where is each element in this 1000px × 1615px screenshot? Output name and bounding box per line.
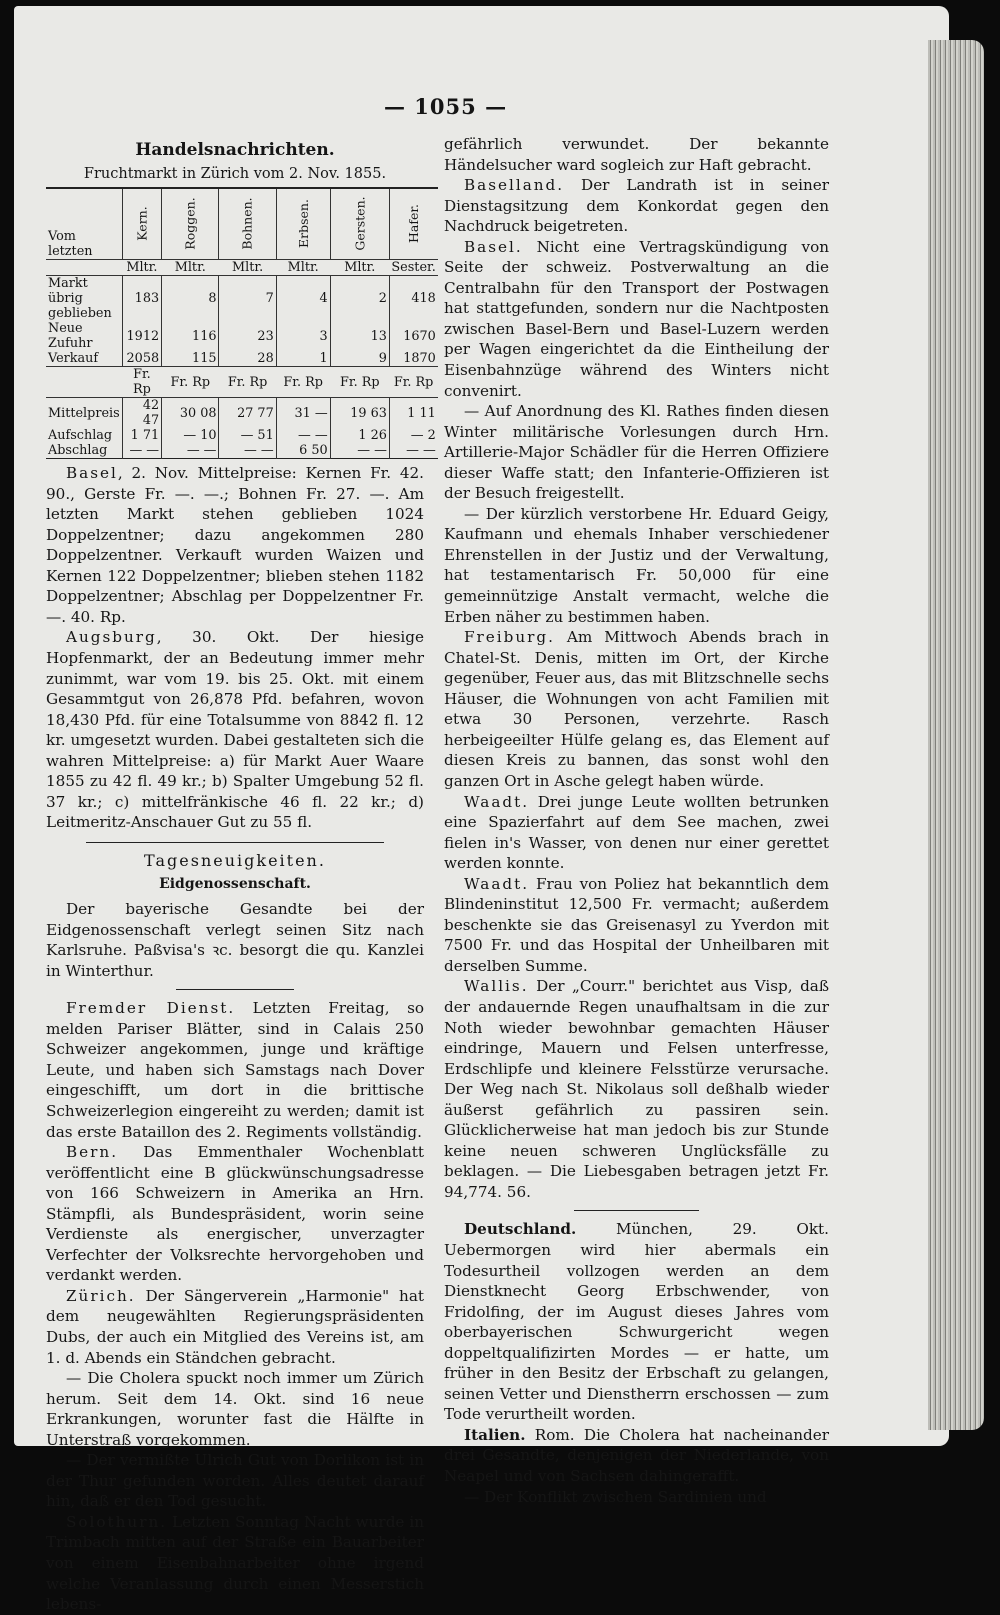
unit-cell: Mltr. <box>162 260 219 276</box>
newspaper-page <box>14 6 949 1614</box>
grain-header-text: Kern. <box>134 206 150 241</box>
unit-cell: Mltr. <box>330 260 389 276</box>
dateline: Baselland. <box>464 176 565 195</box>
dateline: Zürich. <box>66 1286 136 1305</box>
table-cell: — 51 <box>219 428 276 443</box>
article-text: , 30. Okt. Der hiesige Hopfenmarkt, der an Bedeutung immer mehr zunimmt, war vom 19. bis 25. Okt. mit einem Gesammtgut von 26,878 Pfd. befahren, wovon 18,430 Pfd. für eine Totalsumme von 8842 fl. 12 kr. umgesetzt wurden. Dabei gestalteten sich die wahren Mittelpreise: a) für Markt Auer Waare 1855 zu 42 fl. 49 kr.; b) Spalter Umgebung 52 fl. 37 kr.; c) mittelfränkische 46 fl. 22 kr.; d) Leitmeritz-Anschauer Gut zu 55 fl. <box>46 628 424 832</box>
dateline: Solothurn. <box>66 1512 168 1531</box>
grain-header-text: Hafer. <box>406 204 422 244</box>
table-cell: 3 <box>276 321 330 351</box>
table-cell: 1 11 <box>389 398 437 429</box>
article-freiburg <box>444 627 829 791</box>
grain-header-text: Erbsen. <box>295 199 311 249</box>
dateline: Freiburg. <box>464 628 555 647</box>
article-text: Am Mittwoch Abends brach in Chatel-St. Denis, mitten im Ort, der Kirche gegenüber, Feuer aus, das mit Blitzschnelle sechs Häuser, die Wohnungen von acht Familien mit etwa 30 Personen, verzehrte. Rasch herbeigeeilter Hülfe gelang es, das Element auf diesen Kreis zu bannen, das sonst wohl den ganzen Ort in Asche gelegt haben würde. <box>444 628 829 790</box>
table-cell: 1 71 <box>122 428 161 443</box>
unit-row-label <box>46 260 122 276</box>
table-cell: 6 50 <box>276 443 330 459</box>
dateline: Waadt. <box>464 874 530 893</box>
article-ulrich: — Der vermißte Ulrich Gut von Dorlikon ist in der Thur gefunden worden. Alles deutet darauf hin, daß er den Tod gesucht. <box>46 1451 424 1511</box>
table-cell: — — <box>162 443 219 459</box>
article-italien <box>444 1425 829 1487</box>
article-basel-post <box>444 237 829 401</box>
unit-row <box>46 260 438 276</box>
table-row <box>46 443 438 459</box>
table-cell: 19 63 <box>330 398 389 429</box>
left-column <box>46 134 436 1615</box>
dateline: Augsburg <box>66 628 157 647</box>
article-deutschland <box>444 1219 829 1424</box>
article-text: Der „Courr." berichtet aus Visp, daß der andauernde Regen unaufhaltsam in die zur Noth wieder bewohnbar gemachten Häuser eindringe, Mauern und Felsen unterfresse, Erdschlipfe und kleinere Felsstürze verursache. Der Weg nach St. Nikolaus soll deßhalb wieder äußerst gefährlich zu passiren sein. Glücklicherweise hat man jedoch bis zur Stunde keine neuen schweren Unglücksfälle zu beklagen. — Die Liebesgaben betragen jetzt Fr. 94,774. 56. <box>444 977 829 1201</box>
article-geigy: — Der kürzlich verstorbene Hr. Eduard Geigy, Kaufmann und ehemals Inhaber verschiedener Ehrenstellen in der Justiz und der Verwaltung, hat testamentarisch Fr. 50,000 für eine gemeinnützige Anstalt vermacht, welche die Erben näher zu bestimmen haben. <box>444 504 829 626</box>
unit-cell: Fr. Rp <box>330 367 389 398</box>
dateline: Waadt. <box>464 792 530 811</box>
dateline: Wallis. <box>464 977 529 996</box>
section-title-handelsnachrichten: Handelsnachrichten. <box>135 140 335 160</box>
unit-cell: Fr. Rp <box>122 367 161 398</box>
article-waadt-see <box>444 792 829 874</box>
section-title-tagesneuigkeiten: Tagesneuigkeiten. <box>144 850 326 870</box>
table-row <box>46 428 438 443</box>
grain-header-text: Gersten. <box>352 196 368 251</box>
fruchtmarkt-title: Fruchtmarkt in Zürich vom 2. Nov. 1855. <box>83 165 387 182</box>
article-basel-market <box>46 463 424 627</box>
table-cell: 1670 <box>389 321 437 351</box>
unit-cell: Mltr. <box>219 260 276 276</box>
grain-header <box>330 188 389 260</box>
article-konflikt: — Der Konflikt zwischen Sardinien und <box>464 1487 767 1506</box>
table-row <box>46 321 438 351</box>
table-row <box>46 276 438 322</box>
article-baselland <box>444 175 829 237</box>
table-cell: 1870 <box>389 351 437 367</box>
table-cell: — 10 <box>162 428 219 443</box>
table-cell: 1 26 <box>330 428 389 443</box>
table-cell: 183 <box>122 276 161 322</box>
subsection-title-eidgenossenschaft: Eidgenossenschaft. <box>159 876 311 893</box>
article-fremder-dienst <box>46 998 424 1142</box>
grain-header <box>276 188 330 260</box>
grain-header-text: Bohnen. <box>240 197 256 250</box>
unit-cell: Fr. Rp <box>389 367 437 398</box>
table-row <box>46 398 438 429</box>
article-zuerich <box>46 1286 424 1368</box>
country-heading: Italien. <box>464 1425 526 1444</box>
article-text: Frau von Poliez hat bekanntlich dem Blindeninstitut 12,500 Fr. vermacht; außerdem beschenkte sie das Greisenasyl zu Yverdon mit 7500 Fr. und das Hospital der Unheilbaren mit derselben Summe. <box>444 874 829 975</box>
grain-header-text: Roggen. <box>182 197 198 250</box>
article-continuation: gefährlich verwundet. Der bekannte Händelsucher ward sogleich zur Haft gebracht. <box>444 135 829 174</box>
table-cell: — — <box>330 443 389 459</box>
table-cell: 2058 <box>122 351 161 367</box>
table-cell: — 2 <box>389 428 437 443</box>
table-cell: 7 <box>219 276 276 322</box>
article-text: Letzten Freitag, so melden Pariser Blätter, sind in Calais 250 Schweizer angekommen, junge und kräftige Leute, und haben sich Samstags nach Dover eingeschifft, um dort in die brittische Schweizerlegion eingereiht zu werden; damit ist das erste Bataillon des 2. Regiments vollständig. <box>46 999 425 1141</box>
unit-cell: Fr. Rp <box>276 367 330 398</box>
table-cell: 4 <box>276 276 330 322</box>
table-row <box>46 351 438 367</box>
row-label: Mittelpreis <box>48 405 120 421</box>
table-cell: — — <box>276 428 330 443</box>
unit-cell: Fr. Rp <box>162 367 219 398</box>
table-cell: 13 <box>330 321 389 351</box>
page-number: — 1055 — <box>384 94 508 119</box>
table-cell: 30 08 <box>162 398 219 429</box>
table-cell: 418 <box>389 276 437 322</box>
divider <box>86 842 384 843</box>
article-text: , 2. Nov. Mittelpreise: Kernen Fr. 42. 90., Gerste Fr. —. —.; Bohnen Fr. 27. —. Am letzten Markt stehen geblieben 1024 Doppelzentner; dazu angekommen 280 Doppelzentner. Verkauft wurden Waizen und Kernen 122 Doppelzentner; blieben stehen 1182 Doppelzentner; Abschlag per Doppelzentner Fr. —. 40. Rp. <box>46 464 424 626</box>
article-text: Der Sängerverein „Harmonie" hat dem neugewählten Regierungspräsidenten Dubs, der auch ein Mitglied des Vereins ist, am 1. d. Abends ein Ständchen gebracht. <box>46 1286 424 1367</box>
article-gesandte: Der bayerische Gesandte bei der Eidgenossenschaft verlegt seinen Sitz nach Karlsruhe. Paßvisa's ꝛc. besorgt die qu. Kanzlei in Winterthur. <box>46 900 424 980</box>
row-label: Aufschlag <box>48 428 113 444</box>
table-cell: 9 <box>330 351 389 367</box>
grain-header <box>122 188 161 260</box>
row-label: Neue Zufuhr <box>48 321 93 352</box>
article-text: Letzten Sonntag Nacht wurde in Trimbach mitten auf der Straße ein Bauarbeiter von einem Eisenbahnarbeiter ohne irgend welche Veranlassung durch einen Messerstich lebens- <box>46 1512 424 1614</box>
article-wallis <box>444 976 829 1202</box>
article-waadt-poliez <box>444 874 829 977</box>
unit-cell: Mltr. <box>122 260 161 276</box>
article-text: Nicht eine Vertragskündigung von Seite der schweiz. Postverwaltung an die Centralbahn für den Transport der Postwagen hat stattgefunden, sondern nur die Nachtposten zwischen Basel-Bern und Basel-Luzern werden per Wagen eingerichtet da die Eintheilung der Eisenbahnzüge während des Winters nicht convenirt. <box>444 237 829 400</box>
article-text: Das Emmenthaler Wochenblatt veröffentlicht eine B glückwünschungsadresse von 166 Schweizern in Amerika an Hrn. Stämpfli, als Bundespräsident, worin seine Verdienste als energischer, unverzagter Verfechter der Volksrechte hervorgehoben und verdankt werden. <box>46 1143 424 1285</box>
country-heading: Deutschland. <box>464 1220 577 1239</box>
divider <box>176 989 294 990</box>
unit-cell: Sester. <box>391 260 436 276</box>
table-cell: 28 <box>219 351 276 367</box>
article-text: Der Landrath ist in seiner Dienstagsitzung dem Konkordat gegen den Nachdruck beigetreten. <box>444 176 829 236</box>
page-edges <box>928 40 984 1430</box>
fruchtmarkt-table <box>46 187 438 459</box>
dateline: Basel. <box>464 237 523 256</box>
right-column <box>444 134 829 1507</box>
grain-header <box>219 188 276 260</box>
article-text: Drei junge Leute wollten betrunken eine Spazierfahrt auf dem See machen, zwei fielen in's Wasser, von denen nur einer gerettet werden konnte. <box>444 792 829 873</box>
table-cell: — — <box>122 443 161 459</box>
article-solothurn <box>46 1512 424 1615</box>
divider <box>574 1210 699 1211</box>
table-cell: 8 <box>162 276 219 322</box>
table-cell: 115 <box>162 351 219 367</box>
dateline: Basel <box>66 464 118 483</box>
table-cell: 1912 <box>122 321 161 351</box>
table-cell: — — <box>219 443 276 459</box>
dateline: Fremder Dienst. <box>66 999 236 1018</box>
article-bern <box>46 1142 424 1286</box>
grain-header <box>389 188 437 260</box>
price-unit-row <box>46 367 438 398</box>
table-header-label: Vom letzten <box>48 229 93 260</box>
table-cell: 27 77 <box>219 398 276 429</box>
unit-row-label <box>46 367 122 398</box>
article-anordnung: — Auf Anordnung des Kl. Rathes finden diesen Winter militärische Vorlesungen durch Hrn. Artillerie-Major Schädler für die Herren Offiziere dieser Waffe statt; den Infanterie-Offizieren ist der Besuch freigestellt. <box>444 402 829 503</box>
table-header-row <box>46 188 438 260</box>
unit-cell: Fr. Rp <box>219 367 276 398</box>
table-cell: 116 <box>162 321 219 351</box>
unit-cell: Mltr. <box>276 260 330 276</box>
article-augsburg <box>46 627 424 832</box>
grain-header <box>162 188 219 260</box>
article-text: München, 29. Okt. Uebermorgen wird hier abermals ein Todesurtheil vollzogen werden an dem Dienstknecht Georg Erbschwender, von Fridolfing, der im August dieses Jahres vom oberbayerischen Schwurgericht wegen doppeltqualifizirten Mordes — er hatte, um früher in den Besitz der Erbschaft zu gelangen, seinen Vetter und Dienstherrn erschossen — zum Tode verurtheilt worden. <box>444 1220 829 1424</box>
row-label: Markt übrig geblieben <box>48 276 112 322</box>
table-cell: — — <box>389 443 437 459</box>
table-cell: 2 <box>330 276 389 322</box>
row-label: Abschlag <box>48 443 108 459</box>
row-label: Verkauf <box>48 351 99 367</box>
article-cholera: — Die Cholera spuckt noch immer um Zürich herum. Seit dem 14. Okt. sind 16 neue Erkrankungen, worunter fast die Hälfte in Unterstraß vorgekommen. <box>46 1369 424 1449</box>
dateline: Bern. <box>66 1143 119 1162</box>
table-cell: 1 <box>276 351 330 367</box>
table-cell: 42 47 <box>122 398 161 429</box>
article-text: Rom. Die Cholera hat nacheinander drei Gesandte, denjenigen der Niederlande, von Neapel und von Sachsen dahingerafft. <box>444 1425 829 1485</box>
table-cell: 23 <box>219 321 276 351</box>
table-cell: 31 — <box>276 398 330 429</box>
